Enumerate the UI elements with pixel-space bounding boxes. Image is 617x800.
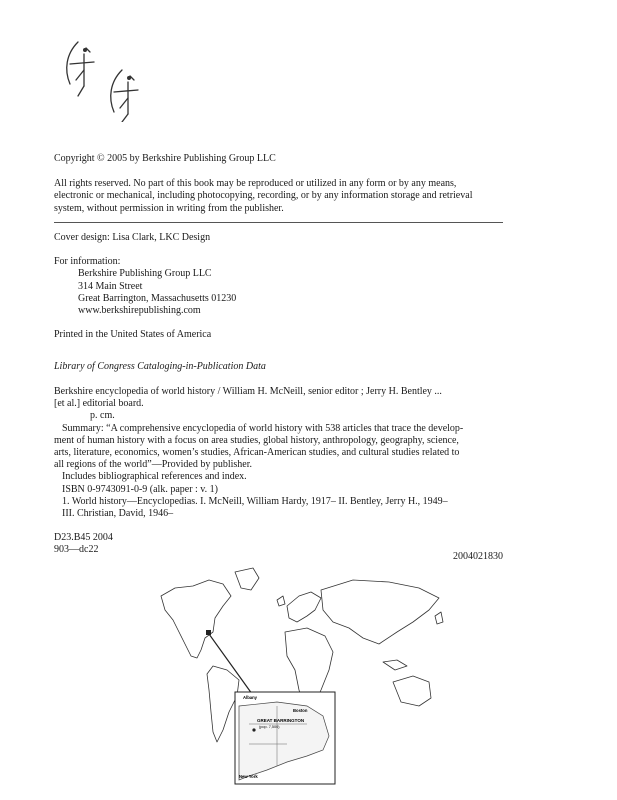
world-map (157, 566, 463, 788)
inset-map (235, 692, 335, 784)
cip-subjects: III. Christian, David, 1946– (62, 508, 174, 520)
cip-summary-line: Summary: “A comprehensive encyclopedia of world history with 538 articles that trace the develop- (62, 422, 464, 434)
rights-statement (54, 178, 504, 215)
divider-rule (54, 222, 503, 223)
population-label: (pop. 7,500) (259, 725, 280, 729)
cip-call-number: D23.B45 2004 (54, 532, 113, 544)
cip-line: Includes bibliographical references and index. (62, 471, 247, 483)
contact-line: Great Barrington, Massachusetts 01230 (78, 292, 237, 304)
cip-classification: 903—dc22 (54, 544, 99, 556)
albany-label: Albany (243, 695, 257, 700)
cip-line: p. cm. (90, 410, 115, 422)
contact-website: www.berkshirepublishing.com (78, 305, 201, 317)
copyright-line: Copyright © 2005 by Berkshire Publishing Group LLC (54, 153, 276, 164)
rights-line: electronic or mechanical, including photocopying, recording, or by any information storage and retrieval (54, 190, 473, 202)
cip-summary-line: all regions of the world”—Provided by publisher. (54, 459, 253, 471)
cover-design-credit: Cover design: Lisa Clark, LKC Design (54, 232, 211, 243)
publisher-logo-icon (56, 40, 146, 122)
cip-line: [et al.] editorial board. (54, 398, 144, 410)
great-barrington-label: GREAT BARRINGTON (257, 718, 305, 723)
lccn-number: 2004021830 (453, 551, 503, 562)
cip-line: Berkshire encyclopedia of world history / William H. McNeill, senior editor ; Jerry H. Bentley ... (54, 386, 442, 397)
cip-record (54, 386, 514, 557)
cip-summary-line: arts, literature, economics, women’s studies, African-American studies, and cultural studies related to (54, 447, 460, 459)
contact-line: Berkshire Publishing Group LLC (78, 268, 212, 280)
printed-in-line: Printed in the United States of America (54, 329, 212, 340)
rights-line: All rights reserved. No part of this book may be reproduced or utilized in any form or by any means, (54, 178, 457, 189)
cip-subjects: 1. World history—Encyclopedias. I. McNeill, William Hardy, 1917– II. Bentley, Jerry H., 1949– (62, 495, 448, 507)
contact-information (54, 256, 504, 317)
rights-line: system, without permission in writing from the publisher. (54, 202, 284, 214)
boston-label: Boston (293, 708, 308, 713)
location-marker-icon (206, 630, 211, 635)
cip-summary-line: ment of human history with a focus on area studies, global history, anthropology, geography, science, (54, 434, 459, 446)
new-york-label: New York (239, 774, 258, 779)
cip-heading: Library of Congress Cataloging-in-Publication Data (54, 361, 266, 372)
contact-heading: For information: (54, 256, 121, 267)
contact-line: 314 Main Street (78, 280, 143, 292)
cip-isbn: ISBN 0-9743091-0-9 (alk. paper : v. 1) (62, 483, 218, 495)
